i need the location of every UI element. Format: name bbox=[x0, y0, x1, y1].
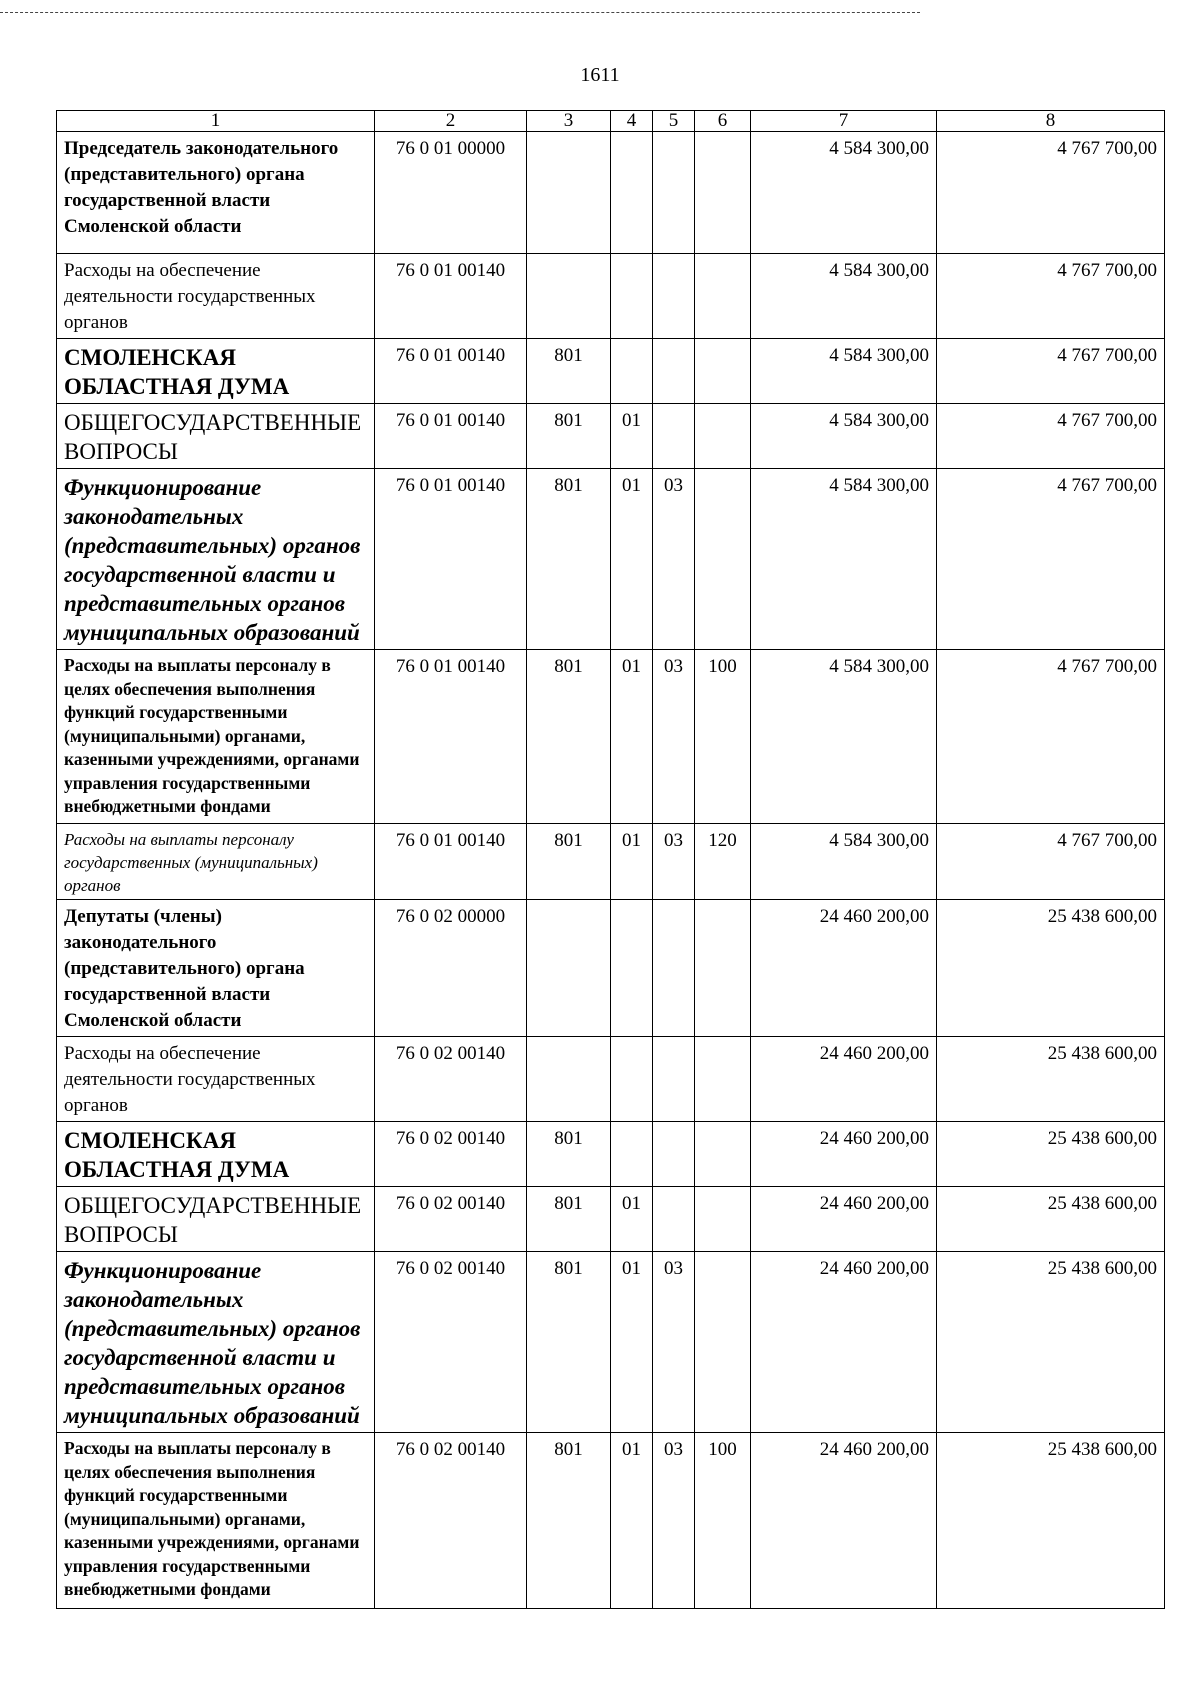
section-cell bbox=[611, 1122, 653, 1187]
amount-year-1-cell: 4 584 300,00 bbox=[751, 650, 937, 824]
column-header: 4 bbox=[611, 111, 653, 132]
subsection-cell bbox=[653, 339, 695, 404]
target-article-cell: 76 0 01 00140 bbox=[375, 404, 527, 469]
ministry-code-cell bbox=[527, 254, 611, 339]
subsection-cell: 03 bbox=[653, 1252, 695, 1433]
subsection-cell: 03 bbox=[653, 824, 695, 900]
amount-year-2-cell: 4 767 700,00 bbox=[937, 824, 1165, 900]
subsection-cell bbox=[653, 1187, 695, 1252]
ministry-code-cell bbox=[527, 900, 611, 1037]
expense-type-cell bbox=[695, 339, 751, 404]
amount-year-1-cell: 4 584 300,00 bbox=[751, 339, 937, 404]
section-cell: 01 bbox=[611, 824, 653, 900]
expense-type-cell bbox=[695, 1252, 751, 1433]
column-header: 6 bbox=[695, 111, 751, 132]
table-row bbox=[57, 469, 1165, 650]
expense-type-cell: 100 bbox=[695, 650, 751, 824]
row-name-cell: Расходы на выплаты персоналу государственных (муниципальных) органов bbox=[57, 824, 375, 900]
top-scan-border bbox=[0, 12, 920, 13]
column-header: 5 bbox=[653, 111, 695, 132]
ministry-code-cell: 801 bbox=[527, 469, 611, 650]
table-row bbox=[57, 1122, 1165, 1187]
ministry-code-cell bbox=[527, 1037, 611, 1122]
amount-year-2-cell: 4 767 700,00 bbox=[937, 339, 1165, 404]
target-article-cell: 76 0 02 00140 bbox=[375, 1187, 527, 1252]
table-row bbox=[57, 650, 1165, 824]
subsection-cell bbox=[653, 254, 695, 339]
amount-year-1-cell: 4 584 300,00 bbox=[751, 132, 937, 254]
column-header: 1 bbox=[57, 111, 375, 132]
amount-year-2-cell: 25 438 600,00 bbox=[937, 1187, 1165, 1252]
expense-type-cell bbox=[695, 469, 751, 650]
row-name-cell: СМОЛЕНСКАЯ ОБЛАСТНАЯ ДУМА bbox=[57, 1122, 375, 1187]
amount-year-2-cell: 25 438 600,00 bbox=[937, 900, 1165, 1037]
expense-type-cell bbox=[695, 1187, 751, 1252]
subsection-cell bbox=[653, 1037, 695, 1122]
amount-year-1-cell: 24 460 200,00 bbox=[751, 900, 937, 1037]
amount-year-2-cell: 4 767 700,00 bbox=[937, 650, 1165, 824]
amount-year-2-cell: 4 767 700,00 bbox=[937, 132, 1165, 254]
ministry-code-cell: 801 bbox=[527, 1122, 611, 1187]
amount-year-2-cell: 4 767 700,00 bbox=[937, 469, 1165, 650]
subsection-cell: 03 bbox=[653, 469, 695, 650]
amount-year-2-cell: 4 767 700,00 bbox=[937, 254, 1165, 339]
table-row bbox=[57, 404, 1165, 469]
target-article-cell: 76 0 01 00140 bbox=[375, 469, 527, 650]
ministry-code-cell: 801 bbox=[527, 404, 611, 469]
amount-year-2-cell: 25 438 600,00 bbox=[937, 1433, 1165, 1609]
target-article-cell: 76 0 02 00000 bbox=[375, 900, 527, 1037]
row-name-cell: ОБЩЕГОСУДАРСТВЕННЫЕ ВОПРОСЫ bbox=[57, 1187, 375, 1252]
row-name-cell: Депутаты (члены) законодательного (представительного) органа государственной власти Смоленской области bbox=[57, 900, 375, 1037]
section-cell bbox=[611, 1037, 653, 1122]
row-name-cell: Расходы на обеспечение деятельности государственных органов bbox=[57, 254, 375, 339]
table-row bbox=[57, 824, 1165, 900]
expense-type-cell: 120 bbox=[695, 824, 751, 900]
target-article-cell: 76 0 02 00140 bbox=[375, 1433, 527, 1609]
subsection-cell bbox=[653, 404, 695, 469]
budget-table bbox=[56, 110, 1165, 1609]
row-name-cell: СМОЛЕНСКАЯ ОБЛАСТНАЯ ДУМА bbox=[57, 339, 375, 404]
subsection-cell bbox=[653, 132, 695, 254]
amount-year-1-cell: 24 460 200,00 bbox=[751, 1187, 937, 1252]
amount-year-2-cell: 25 438 600,00 bbox=[937, 1252, 1165, 1433]
target-article-cell: 76 0 01 00140 bbox=[375, 254, 527, 339]
ministry-code-cell: 801 bbox=[527, 824, 611, 900]
row-name-cell: Расходы на выплаты персоналу в целях обеспечения выполнения функций государственными (муниципальными) органами, казенными учреждениями, органами управления государственными внебюджетными фондами bbox=[57, 1433, 375, 1609]
expense-type-cell bbox=[695, 132, 751, 254]
ministry-code-cell: 801 bbox=[527, 339, 611, 404]
expense-type-cell bbox=[695, 900, 751, 1037]
section-cell: 01 bbox=[611, 1252, 653, 1433]
ministry-code-cell: 801 bbox=[527, 1433, 611, 1609]
amount-year-1-cell: 4 584 300,00 bbox=[751, 404, 937, 469]
target-article-cell: 76 0 01 00140 bbox=[375, 339, 527, 404]
subsection-cell: 03 bbox=[653, 1433, 695, 1609]
table-row bbox=[57, 1187, 1165, 1252]
amount-year-1-cell: 24 460 200,00 bbox=[751, 1252, 937, 1433]
table-row bbox=[57, 1252, 1165, 1433]
ministry-code-cell: 801 bbox=[527, 650, 611, 824]
subsection-cell: 03 bbox=[653, 650, 695, 824]
table-row bbox=[57, 900, 1165, 1037]
section-cell bbox=[611, 254, 653, 339]
column-header: 8 bbox=[937, 111, 1165, 132]
section-cell: 01 bbox=[611, 650, 653, 824]
amount-year-1-cell: 24 460 200,00 bbox=[751, 1433, 937, 1609]
subsection-cell bbox=[653, 1122, 695, 1187]
amount-year-2-cell: 25 438 600,00 bbox=[937, 1122, 1165, 1187]
row-name-cell: Функционирование законодательных (представительных) органов государственной власти и представительных органов муниципальных образований bbox=[57, 1252, 375, 1433]
section-cell bbox=[611, 339, 653, 404]
column-header: 2 bbox=[375, 111, 527, 132]
target-article-cell: 76 0 01 00140 bbox=[375, 824, 527, 900]
page-number: 1611 bbox=[580, 64, 620, 86]
column-header: 7 bbox=[751, 111, 937, 132]
column-header: 3 bbox=[527, 111, 611, 132]
amount-year-1-cell: 4 584 300,00 bbox=[751, 254, 937, 339]
target-article-cell: 76 0 02 00140 bbox=[375, 1252, 527, 1433]
section-cell bbox=[611, 900, 653, 1037]
target-article-cell: 76 0 01 00000 bbox=[375, 132, 527, 254]
target-article-cell: 76 0 01 00140 bbox=[375, 650, 527, 824]
amount-year-2-cell: 25 438 600,00 bbox=[937, 1037, 1165, 1122]
section-cell: 01 bbox=[611, 404, 653, 469]
amount-year-1-cell: 24 460 200,00 bbox=[751, 1037, 937, 1122]
table-row bbox=[57, 132, 1165, 254]
section-cell: 01 bbox=[611, 1187, 653, 1252]
expense-type-cell: 100 bbox=[695, 1433, 751, 1609]
ministry-code-cell: 801 bbox=[527, 1252, 611, 1433]
expense-type-cell bbox=[695, 1122, 751, 1187]
table-row bbox=[57, 1037, 1165, 1122]
row-name-cell: Функционирование законодательных (представительных) органов государственной власти и представительных органов муниципальных образований bbox=[57, 469, 375, 650]
target-article-cell: 76 0 02 00140 bbox=[375, 1037, 527, 1122]
expense-type-cell bbox=[695, 1037, 751, 1122]
expense-type-cell bbox=[695, 254, 751, 339]
amount-year-1-cell: 4 584 300,00 bbox=[751, 824, 937, 900]
amount-year-1-cell: 24 460 200,00 bbox=[751, 1122, 937, 1187]
table-row bbox=[57, 254, 1165, 339]
subsection-cell bbox=[653, 900, 695, 1037]
target-article-cell: 76 0 02 00140 bbox=[375, 1122, 527, 1187]
table-header-row bbox=[57, 111, 1165, 132]
amount-year-1-cell: 4 584 300,00 bbox=[751, 469, 937, 650]
table-row bbox=[57, 339, 1165, 404]
section-cell bbox=[611, 132, 653, 254]
amount-year-2-cell: 4 767 700,00 bbox=[937, 404, 1165, 469]
section-cell: 01 bbox=[611, 1433, 653, 1609]
ministry-code-cell bbox=[527, 132, 611, 254]
row-name-cell: Расходы на обеспечение деятельности государственных органов bbox=[57, 1037, 375, 1122]
table-row bbox=[57, 1433, 1165, 1609]
row-name-cell: Председатель законодательного (представительного) органа государственной власти Смоленской области bbox=[57, 132, 375, 254]
expense-type-cell bbox=[695, 404, 751, 469]
row-name-cell: Расходы на выплаты персоналу в целях обеспечения выполнения функций государственными (муниципальными) органами, казенными учреждениями, органами управления государственными внебюджетными фондами bbox=[57, 650, 375, 824]
ministry-code-cell: 801 bbox=[527, 1187, 611, 1252]
section-cell: 01 bbox=[611, 469, 653, 650]
row-name-cell: ОБЩЕГОСУДАРСТВЕННЫЕ ВОПРОСЫ bbox=[57, 404, 375, 469]
